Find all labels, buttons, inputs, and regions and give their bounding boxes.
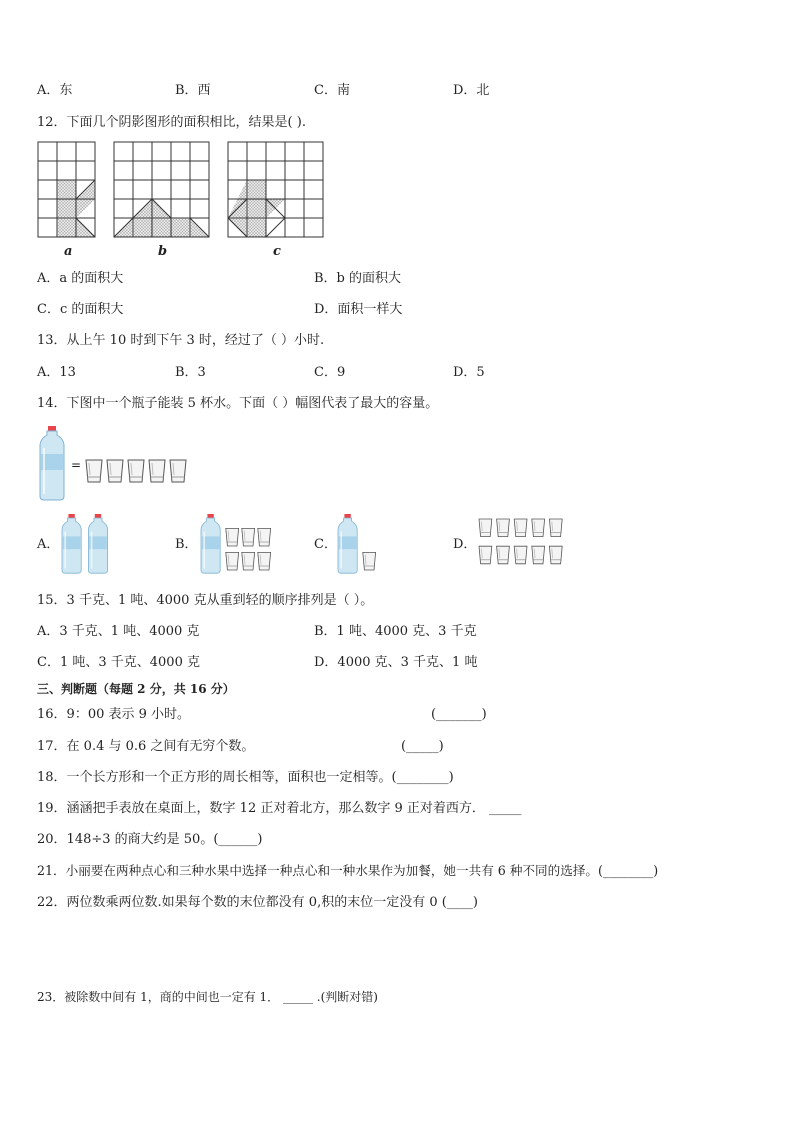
cup-icon: [86, 460, 102, 482]
q12-option-a: A．a 的面积大: [37, 271, 124, 286]
tf-q18: 18．一个长方形和一个正方形的周长相等，面积也一定相等。(________): [37, 770, 454, 785]
q11-option-a: A．东: [37, 83, 73, 98]
caption-c: c: [273, 244, 281, 259]
q13-stem: 13．从上午 10 时到下午 3 时，经过了（ ）小时.: [37, 333, 325, 348]
cup-icon: [497, 546, 510, 564]
q11-option-d: D．北: [453, 83, 490, 98]
q13-option-d: D．5: [453, 365, 485, 380]
q11-option-c: C．南: [314, 83, 350, 98]
grid-b: [114, 142, 209, 237]
cup-icon: [363, 552, 376, 570]
cup-icon: [149, 460, 165, 482]
bottle-icon: [62, 514, 81, 573]
cup-icon: [170, 460, 186, 482]
tf-q17: 17．在 0.4 与 0.6 之间有无穷个数。: [37, 739, 255, 754]
cup-icon: [497, 519, 510, 537]
tf-q21: 21．小丽要在两种点心和三种水果中选择一种点心和一种水果作为加餐，她一共有 6 种不同的选择。(________): [37, 863, 659, 878]
cup-icon: [226, 528, 239, 546]
tf-q22: 22．两位数乘两位数.如果每个数的末位都没有 0,积的末位一定没有 0 (____): [37, 895, 478, 910]
q14-option-b-figure: [201, 514, 281, 576]
section-title: 三、判断题（每题 2 分，共 16 分）: [37, 682, 235, 696]
q13-option-a: A．13: [37, 365, 76, 380]
q15-option-c: C．1 吨、3 千克、4000 克: [37, 655, 200, 670]
q11-option-b: B．西: [175, 83, 211, 98]
cup-icon: [258, 528, 271, 546]
q14-option-b-label: B．: [175, 537, 198, 552]
caption-a: a: [64, 244, 73, 259]
cup-icon: [242, 528, 255, 546]
grid-c: [228, 142, 323, 237]
tf-q17-blank: (_____): [401, 739, 444, 754]
cup-icon: [549, 519, 562, 537]
q15-option-b: B．1 吨、4000 克、3 千克: [314, 624, 477, 639]
cup-icon: [242, 552, 255, 570]
equals-sign: =: [71, 458, 82, 472]
q13-option-b: B．3: [175, 365, 206, 380]
cup-icon: [532, 519, 545, 537]
cup-icon: [258, 552, 271, 570]
q12-option-c: C．c 的面积大: [37, 302, 124, 317]
tf-q23: 23．被除数中间有 1，商的中间也一定有 1． _____ .(判断对错): [37, 990, 378, 1004]
cup-icon: [479, 519, 492, 537]
q12-option-d: D．面积一样大: [314, 302, 403, 317]
tf-q19: 19．涵涵把手表放在桌面上，数字 12 正对着北方，那么数字 9 正对着西方． _____: [37, 801, 522, 816]
grid-a: [38, 142, 95, 237]
tf-q16-blank: (_______): [431, 707, 487, 722]
caption-b: b: [158, 244, 168, 259]
q15-stem: 15．3 千克、1 吨、4000 克从重到轻的顺序排列是（ ）。: [37, 593, 374, 608]
q15-option-d: D．4000 克、3 千克、1 吨: [314, 655, 478, 670]
cup-icon: [479, 546, 492, 564]
q14-option-d-figure: [479, 519, 574, 571]
q14-option-a-figure: [62, 514, 112, 576]
tf-q16: 16．9：00 表示 9 小时。: [37, 707, 191, 722]
q12-stem: 12．下面几个阴影图形的面积相比，结果是( ).: [37, 115, 306, 130]
q12-option-b: B．b 的面积大: [314, 271, 402, 286]
q14-option-c-figure: [338, 514, 388, 576]
q14-option-a-label: A．: [37, 537, 60, 552]
q14-option-d-label: D．: [453, 537, 477, 552]
cup-icon: [514, 519, 527, 537]
q14-stem: 14．下图中一个瓶子能装 5 杯水。下面（ ）幅图代表了最大的容量。: [37, 396, 439, 411]
bottle-icon: [201, 514, 220, 573]
cup-icon: [128, 460, 144, 482]
q13-option-c: C．9: [314, 365, 346, 380]
q14-example-figure: [40, 426, 200, 502]
bottle-icon: [40, 426, 64, 500]
cup-icon: [107, 460, 123, 482]
tf-q20: 20．148÷3 的商大约是 50。(______): [37, 832, 263, 847]
bottle-icon: [88, 514, 107, 573]
cup-icon: [549, 546, 562, 564]
cup-icon: [226, 552, 239, 570]
cup-icon: [514, 546, 527, 564]
q12-shaded-grids: [38, 142, 338, 240]
q14-option-c-label: C．: [314, 537, 337, 552]
bottle-icon: [338, 514, 357, 573]
cup-icon: [532, 546, 545, 564]
q15-option-a: A．3 千克、1 吨、4000 克: [37, 624, 200, 639]
